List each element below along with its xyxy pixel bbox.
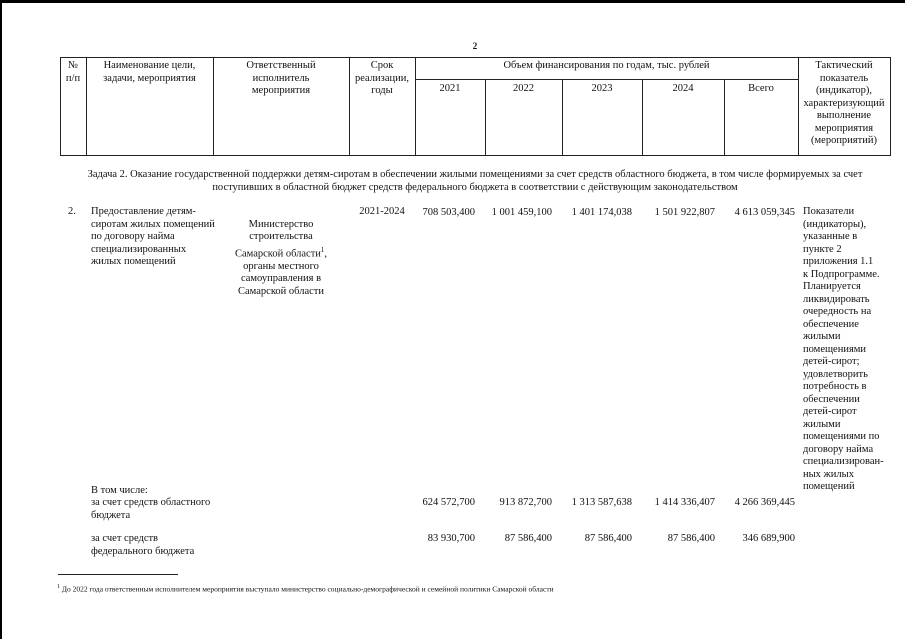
row-value-2022: 1 001 459,100 [491,207,552,218]
page-number: 2 [472,41,478,51]
row-value-2023: 1 401 174,038 [571,207,632,218]
sub-regional-label: за счет средств областного бюджета [91,497,211,521]
header-indicator: Тактический показатель (индикатор), характеризующий выполнение мероприятия (мероприятий) [803,60,885,146]
table-years-border [415,79,798,80]
header-total: Всего [748,83,774,94]
sub-regional-value-total: 4 266 369,445 [734,497,795,508]
footnote [57,582,554,595]
footnote-ref: 1 [320,245,325,254]
sub-federal-value-total: 346 689,900 [742,533,795,544]
header-year-2021: 2021 [439,83,461,94]
header-executor: Ответственный исполнитель мероприятия [246,60,316,96]
row-executor-rest: , органы местного самоуправления в Самарской области [238,248,328,297]
sub-federal-value-2023: 87 586,400 [584,533,632,544]
footnote-text: До 2022 года ответственным исполнителем мероприятия выступало министерство социально-демографической и семейной политики Самарской области [61,584,554,594]
scan-edge-left [0,0,2,639]
footnote-rule [58,574,178,575]
header-name: Наименование цели, задачи, мероприятия [103,60,196,84]
scan-edge-top [0,0,905,3]
row-indicator: Показатели (индикаторы), указанные в пункте 2 приложения 1.1 к Подпрограмме. Планируется ликвидировать очередность на обеспечение жилыми помещениями детей-сирот; удовлетворить потребность в обеспечении детей-сирот жилыми помещениями по договору найма специализирован- ных жилых помещений [803,206,884,492]
header-period: Срок реализации, годы [355,60,409,96]
table-bottom-border [60,155,891,156]
row-period: 2021-2024 [359,206,405,217]
including-label: В том числе: [91,485,148,496]
footnote-mark: 1 [57,584,60,590]
sub-federal-value-2021: 83 930,700 [427,533,475,544]
row-executor-main: Министерство строительства Самарской области [234,218,321,259]
row-measure-name: Предоставление детям- сиротам жилых помещений по договору найма специализированных жилых помещений [91,206,215,267]
table-col-line-10 [890,57,891,156]
sub-federal-value-2022: 87 586,400 [504,533,552,544]
row-value-total: 4 613 059,345 [734,207,795,218]
header-year-2024: 2024 [672,83,694,94]
header-number: № п/п [65,60,81,84]
row-value-2024: 1 501 922,807 [654,207,715,218]
sub-regional-value-2023: 1 313 587,638 [571,497,632,508]
header-year-2022: 2022 [513,83,534,94]
header-year-2023: 2023 [591,83,613,94]
sub-federal-value-2024: 87 586,400 [667,533,715,544]
sub-regional-value-2021: 624 572,700 [422,497,475,508]
sub-regional-value-2024: 1 414 336,407 [654,497,715,508]
table-top-border [60,57,891,58]
header-funding: Объем финансирования по годам, тыс. рублей [503,60,710,71]
row-value-2021: 708 503,400 [422,207,475,218]
row-number: 2. [68,206,76,217]
task-title: Задача 2. Оказание государственной поддержки детям-сиротам в обеспечении жилыми помещениями за счет средств областного бюджета, в том числе формируемых за счет поступивших в областной бюджет средств федерального бюджета в соответствии с действующим законодательством [87,169,863,193]
sub-regional-value-2022: 913 872,700 [499,497,552,508]
row-executor [213,206,349,298]
sub-federal-label: за счет средств федерального бюджета [91,533,195,557]
